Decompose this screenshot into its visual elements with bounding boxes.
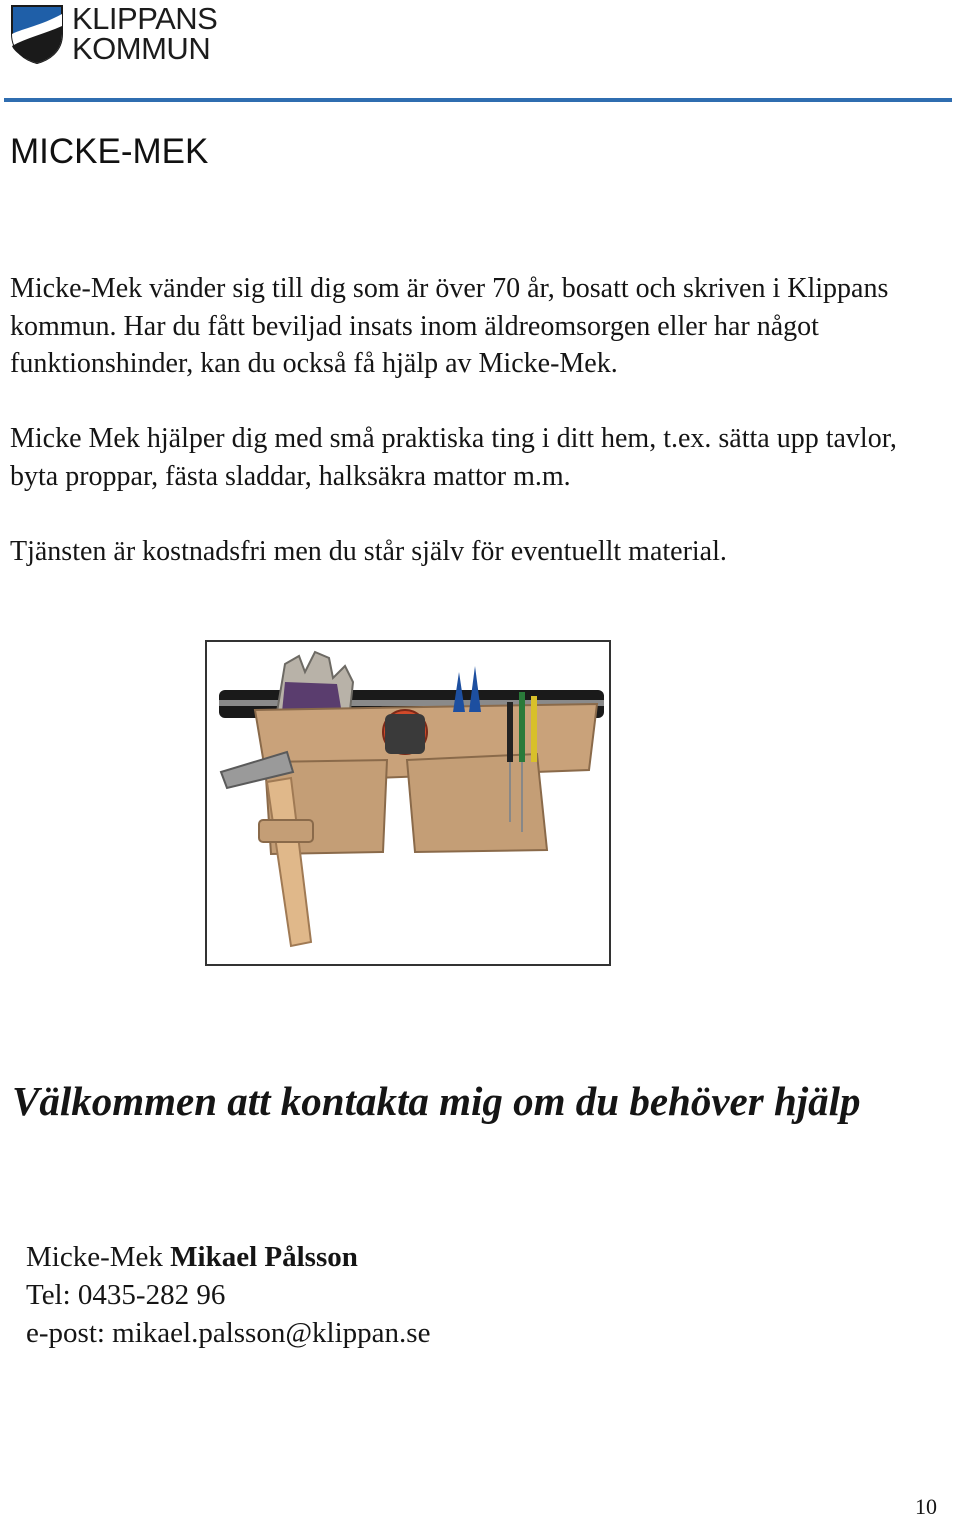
- page-number: 10: [915, 1494, 937, 1519]
- contact-email[interactable]: e-post: mikael.palsson@klippan.se: [26, 1317, 431, 1349]
- contact-name-line: [26, 1238, 430, 1276]
- cost-paragraph: Tjänsten är kostnadsfri men du står själv för eventuellt material.: [10, 536, 727, 567]
- logo-line-2: KOMMUN: [72, 31, 211, 66]
- contact-phone: Tel: 0435-282 96: [26, 1279, 226, 1311]
- logo-line-1: KLIPPANS: [72, 1, 218, 36]
- welcome-heading: Välkommen att kontakta mig om du behöver hjälp: [12, 1078, 861, 1124]
- intro-paragraph: Micke-Mek vänder sig till dig som är över 70 år, bosatt och skriven i Klippans kommun. Har du fått beviljad insats inom äldreomsorgen eller har något funktionshinder, kan du också få hjälp av Micke-Mek.: [10, 273, 889, 379]
- contact-name: Mikael Pålsson: [170, 1241, 358, 1273]
- services-paragraph: Micke Mek hjälper dig med små praktiska ting i ditt hem, t.ex. sätta upp tavlor, byta proppar, fästa sladdar, halksäkra mattor m.m.: [10, 423, 897, 492]
- tool-belt-photo: [205, 640, 611, 966]
- contact-block: [26, 1238, 430, 1352]
- header-divider: [4, 98, 952, 102]
- municipality-shield-icon: [10, 4, 64, 64]
- contact-role: Micke-Mek: [26, 1241, 171, 1273]
- page-title: MICKE-MEK: [10, 132, 209, 171]
- klippans-kommun-logo: [10, 1, 240, 68]
- tool-belt-illustration: [207, 642, 609, 964]
- logo-wordmark: [72, 1, 218, 66]
